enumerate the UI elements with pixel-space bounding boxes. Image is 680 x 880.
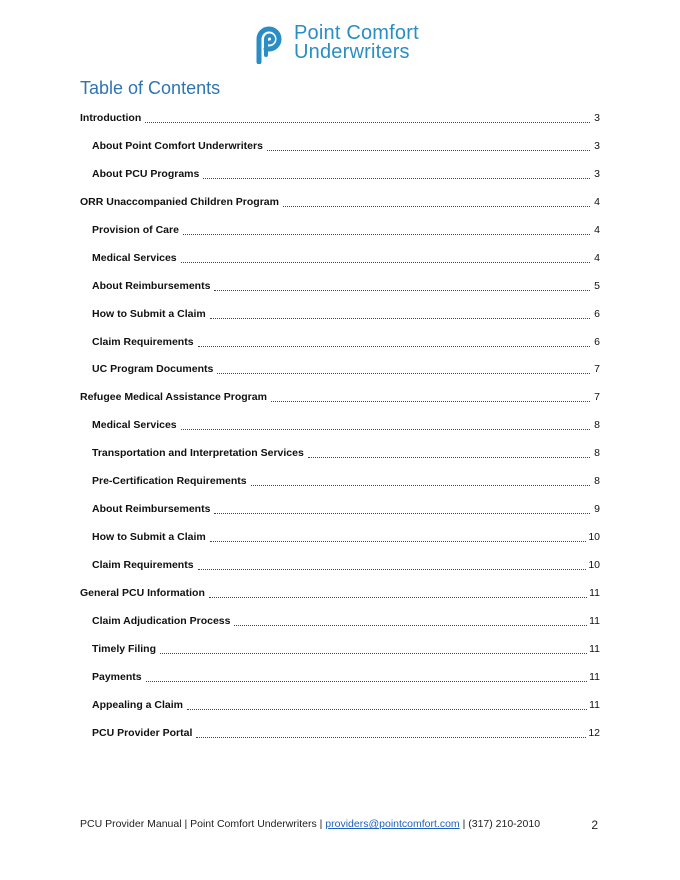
- company-logo: [250, 22, 419, 64]
- toc-dot-leader: [187, 699, 587, 710]
- toc-entry-label: Claim Requirements: [92, 335, 194, 348]
- toc-entry[interactable]: [80, 363, 600, 391]
- toc-dot-leader: [203, 168, 590, 179]
- toc-dot-leader: [196, 727, 586, 738]
- toc-dot-leader: [217, 363, 590, 374]
- toc-entry-page: 3: [594, 139, 600, 152]
- toc-dot-leader: [234, 615, 587, 626]
- toc-entry-label: About Point Comfort Underwriters: [92, 139, 263, 152]
- toc-entry[interactable]: [80, 643, 600, 671]
- toc-entry-page: 12: [588, 726, 600, 739]
- toc-entry-page: 11: [589, 698, 600, 711]
- toc-entry[interactable]: [80, 391, 600, 419]
- toc-entry-page: 8: [594, 447, 600, 460]
- toc-dot-leader: [160, 643, 587, 654]
- pcu-logo-icon: [250, 22, 288, 64]
- toc-entry-label: Medical Services: [92, 251, 177, 264]
- toc-entry-label: Introduction: [80, 112, 142, 124]
- toc-entry[interactable]: [80, 447, 600, 475]
- toc-entry[interactable]: [80, 559, 600, 587]
- toc-entry[interactable]: [80, 336, 600, 364]
- toc-dot-leader: [198, 336, 590, 347]
- footer-text-before: PCU Provider Manual | Point Comfort Underwriters |: [80, 818, 326, 830]
- toc-entry-page: 6: [594, 307, 600, 320]
- toc-entry-label: Transportation and Interpretation Services: [92, 447, 304, 460]
- toc-entry-label: Claim Adjudication Process: [92, 614, 231, 627]
- toc-entry-label: About Reimbursements: [92, 279, 211, 292]
- toc-entry-label: ORR Unaccompanied Children Program: [80, 195, 279, 208]
- toc-entry[interactable]: [80, 475, 600, 503]
- toc-entry-page: 4: [594, 195, 600, 208]
- toc-entry[interactable]: [80, 280, 600, 308]
- page-number: 2: [591, 818, 598, 832]
- toc-entry[interactable]: [80, 503, 600, 531]
- toc-entry-page: 3: [594, 167, 600, 180]
- toc-entry-page: 7: [594, 391, 600, 404]
- toc-entry[interactable]: [80, 727, 600, 755]
- toc-entry-label: Provision of Care: [92, 223, 179, 236]
- toc-dot-leader: [198, 559, 587, 570]
- toc-dot-leader: [214, 280, 590, 291]
- toc-dot-leader: [251, 475, 590, 486]
- toc-entry-page: 11: [589, 670, 600, 683]
- toc-entry-label: How to Submit a Claim: [92, 531, 206, 544]
- toc-entry-page: 4: [594, 223, 600, 236]
- toc-entry-page: 3: [594, 112, 600, 124]
- toc-entry-label: Pre-Certification Requirements: [92, 475, 247, 488]
- toc-dot-leader: [214, 503, 590, 514]
- toc-entry-page: 7: [594, 363, 600, 376]
- toc-entry[interactable]: [80, 168, 600, 196]
- toc-entry-page: 11: [589, 586, 600, 599]
- toc-entry[interactable]: [80, 112, 600, 140]
- toc-entry-page: 6: [594, 335, 600, 348]
- toc-entry-label: Timely Filing: [92, 642, 156, 655]
- toc-entry-label: PCU Provider Portal: [92, 726, 193, 739]
- toc-dot-leader: [146, 671, 587, 682]
- toc-dot-leader: [210, 531, 587, 542]
- toc-dot-leader: [283, 196, 590, 207]
- toc-entry-page: 8: [594, 475, 600, 488]
- toc-entry-page: 11: [589, 642, 600, 655]
- toc-entry-page: 10: [588, 531, 600, 544]
- toc-entry-label: UC Program Documents: [92, 363, 214, 376]
- toc-entry-label: About Reimbursements: [92, 503, 211, 516]
- footer-email-link[interactable]: providers@pointcomfort.com: [325, 818, 460, 830]
- toc-dot-leader: [181, 419, 590, 430]
- toc-entry[interactable]: [80, 671, 600, 699]
- toc-entry-label: Refugee Medical Assistance Program: [80, 391, 267, 404]
- toc-heading: Table of Contents: [80, 78, 221, 98]
- toc-entry-label: About PCU Programs: [92, 167, 200, 180]
- toc-dot-leader: [209, 587, 587, 598]
- toc-entry-label: Claim Requirements: [92, 559, 194, 571]
- page-footer: [80, 818, 600, 832]
- toc-entry[interactable]: [80, 196, 600, 224]
- toc-entry[interactable]: [80, 587, 600, 615]
- toc-entry-label: General PCU Information: [80, 586, 205, 599]
- logo-line-2: Underwriters: [294, 41, 410, 63]
- toc-dot-leader: [145, 112, 590, 123]
- toc-entry-label: Appealing a Claim: [92, 698, 184, 711]
- toc-entry[interactable]: [80, 252, 600, 280]
- toc-entry-page: 8: [594, 419, 600, 432]
- toc-dot-leader: [267, 140, 590, 151]
- toc-entry-page: 9: [594, 503, 600, 516]
- toc-dot-leader: [181, 252, 590, 263]
- toc-dot-leader: [308, 447, 590, 458]
- toc-entry[interactable]: [80, 615, 600, 643]
- footer-text-after: | (317) 210-2010: [459, 818, 541, 830]
- toc-dot-leader: [183, 224, 590, 235]
- toc-entry-page: 4: [594, 251, 600, 264]
- toc-entry[interactable]: [80, 699, 600, 727]
- footer-text: [80, 818, 540, 832]
- table-of-contents: [80, 112, 600, 755]
- toc-dot-leader: [271, 391, 590, 402]
- toc-entry-label: Payments: [92, 670, 142, 683]
- toc-entry[interactable]: [80, 224, 600, 252]
- toc-entry-label: How to Submit a Claim: [92, 307, 206, 320]
- toc-entry-page: 10: [588, 559, 600, 571]
- logo-wordmark: [294, 24, 419, 62]
- toc-entry-page: 11: [589, 614, 600, 627]
- logo-line-1: Point Comfort: [294, 22, 419, 44]
- toc-entry-label: Medical Services: [92, 419, 177, 432]
- toc-entry[interactable]: [80, 419, 600, 447]
- toc-dot-leader: [210, 308, 590, 319]
- toc-entry-page: 5: [594, 279, 600, 292]
- toc-entry[interactable]: [80, 140, 600, 168]
- toc-entry[interactable]: [80, 531, 600, 559]
- toc-entry[interactable]: [80, 308, 600, 336]
